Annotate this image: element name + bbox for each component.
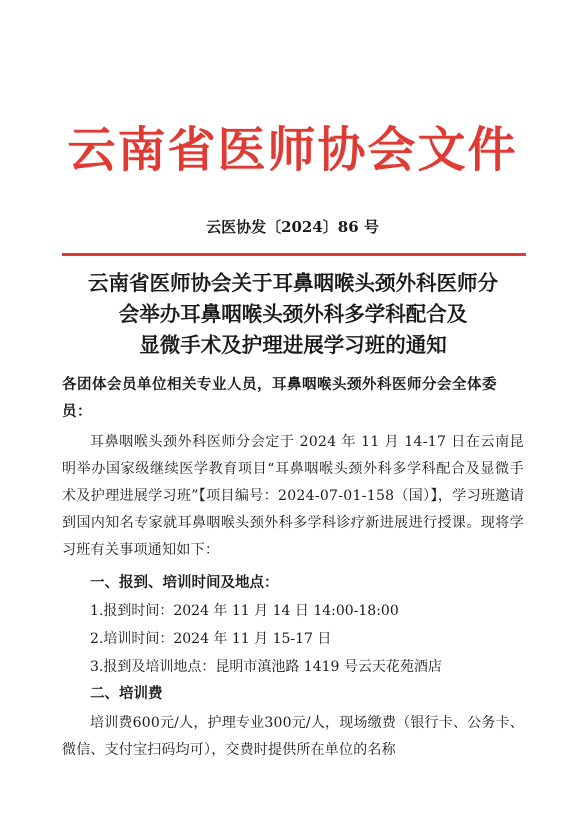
section-2-title: 二、培训费: [90, 685, 163, 702]
section-1-title: 一、报到、培训时间及地点：: [90, 574, 279, 591]
header-divider: [62, 253, 526, 256]
notice-title-line-2: 会举办耳鼻咽喉头颈外科多学科配合及: [118, 302, 468, 326]
section-1-item-3: 3.报到及培训地点：昆明市滇池路 1419 号云天花苑酒店: [90, 659, 442, 675]
notice-title-line-1: 云南省医师协会关于耳鼻咽喉头颈外科医师分: [88, 271, 498, 295]
addressee: 各团体会员单位相关专业人员，耳鼻咽喉头颈外科医师分会全体委员：: [62, 376, 497, 420]
fee-paragraph: 培训费600元/人，护理专业300元/人，现场缴费（银行卡、公务卡、微信、支付宝扫码均可），交费时提供所在单位的名称: [62, 715, 524, 758]
section-1-item-2: 2.培训时间：2024 年 11 月 15-17 日: [90, 631, 332, 647]
section-1-item-1: 1.报到时间：2024 年 11 月 14 日 14:00-18:00: [90, 603, 399, 619]
notice-title-line-3: 显微手术及护理进展学习班的通知: [139, 333, 447, 357]
intro-paragraph: 耳鼻咽喉头颈外科医师分会定于 2024 年 11 月 14-17 日在云南昆明举办国家级继续医学教育项目“耳鼻咽喉头颈外科多学科配合及显微手术及护理进展学习班”【项目编号：2024-07-01-158（国）】，学习班邀请到国内知名专家就耳鼻咽喉头颈外科多学科诊疗新进展进行授课。现将学习班有关事项通知如下：: [62, 434, 524, 558]
notice-title: [48, 268, 538, 361]
document-header-title: 云南省医师协会文件: [67, 122, 518, 178]
document-number: 云医协发〔2024〕86 号: [206, 218, 379, 236]
